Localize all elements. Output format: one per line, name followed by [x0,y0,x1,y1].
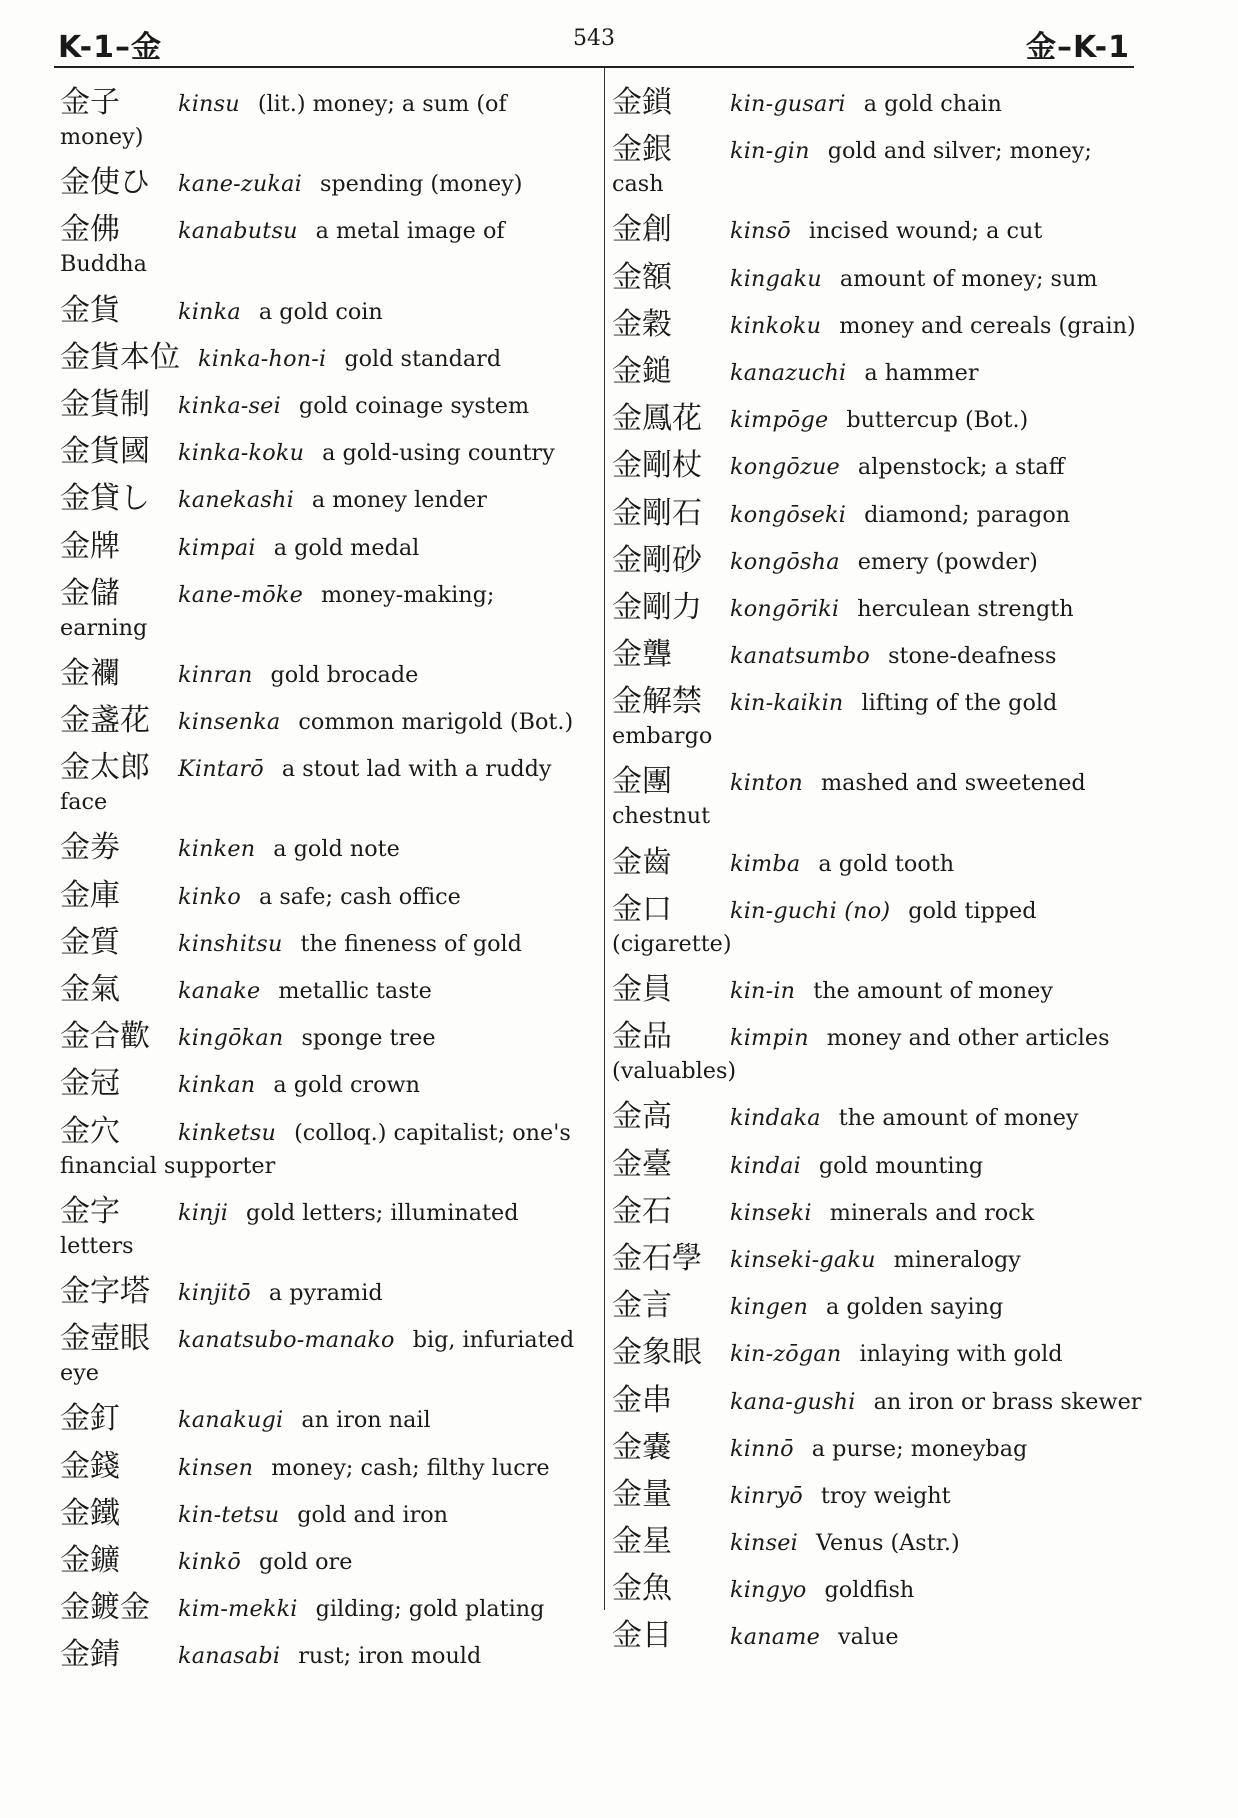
dictionary-entry [60,973,586,1008]
entry-headword: 金貨制 [60,386,150,422]
entry-gloss: a gold coin [258,298,383,325]
entry-romaji: kinka-hon-i [198,345,327,372]
entry-headword: 金高 [612,1099,672,1135]
entry-romaji: kinseki [730,1199,812,1226]
entry-headword: 金員 [612,972,672,1007]
dictionary-entry [612,402,1142,437]
entry-romaji: kongōzue [730,454,840,481]
entry-headword: 金貨國 [60,434,150,470]
entry-headword: 金剛杖 [612,448,702,484]
entry-romaji: kimpin [730,1025,809,1052]
entry-gloss: gold tipped (cigarette) [612,897,1037,957]
entry-headword: 金銀 [612,132,672,168]
entry-headword: 金冠 [60,1066,120,1102]
entry-headword: 金劵 [60,830,120,866]
entry-gloss: money-making; earning [60,581,495,641]
entry-headword: 金太郎 [60,750,150,786]
entry-romaji: kinryō [730,1482,803,1509]
dictionary-entry [612,685,1142,753]
entry-headword: 金穀 [612,306,672,342]
left-column [60,86,586,1685]
entry-romaji: kinsu [178,91,240,117]
entry-romaji: kinsen [178,1454,254,1481]
right-column [612,86,1142,1667]
entry-romaji: kanake [178,978,261,1004]
entry-romaji: kinkan [178,1072,256,1099]
entry-headword: 金石學 [612,1240,702,1276]
entry-romaji: kingaku [730,265,822,292]
entry-headword: 金儲 [60,575,120,611]
dictionary-entry [612,973,1142,1008]
entry-romaji: kindaka [730,1105,821,1132]
entry-romaji: kanatsumbo [730,643,871,670]
dictionary-entry [60,435,586,470]
entry-romaji: kingōkan [178,1025,284,1052]
entry-romaji: kinketsu [178,1119,277,1146]
entry-gloss: diamond; paragon [864,501,1071,528]
dictionary-entry [612,1525,1142,1560]
entry-romaji: kinnō [730,1435,794,1462]
entry-romaji: kinshitsu [178,930,283,957]
entry-romaji: kanatsubo-manako [178,1327,395,1354]
entry-gloss: gilding; gold plating [315,1596,545,1623]
entry-gloss: a metal image of Buddha [60,218,505,278]
entry-headword: 金子 [60,85,120,120]
entry-gloss: common marigold (Bot.) [298,709,574,736]
entry-headword: 金剛力 [612,589,702,625]
entry-headword: 金額 [612,259,672,295]
dictionary-entry [60,86,586,154]
entry-headword: 金量 [612,1476,672,1512]
entry-romaji: kim-mekki [178,1596,298,1623]
entry-headword: 金氣 [60,972,120,1007]
entry-romaji: kindai [730,1152,801,1179]
entry-romaji: kingyo [730,1577,807,1604]
dictionary-entry [60,1497,586,1532]
dictionary-entry [60,1450,586,1485]
dictionary-entry [612,86,1142,121]
entry-romaji: kinsō [730,218,791,245]
dictionary-entry [612,1572,1142,1607]
entry-headword: 金鐵 [60,1495,120,1531]
dictionary-entry [60,166,586,201]
entry-gloss: emery (powder) [857,548,1038,575]
entry-gloss: an iron or brass skewer [873,1388,1142,1415]
entry-headword: 金庫 [60,877,120,913]
header-rule [54,66,1134,68]
dictionary-entry [612,765,1142,833]
entry-gloss: alpenstock; a staff [857,454,1065,481]
entry-gloss: a gold note [273,836,400,863]
entry-romaji: kane-zukai [178,171,302,198]
dictionary-entry [612,893,1142,961]
entry-headword: 金錆 [60,1637,120,1673]
dictionary-entry [612,1431,1142,1466]
entry-romaji: kana-gushi [730,1388,856,1415]
entry-gloss: a safe; cash office [258,883,461,910]
entry-romaji: kinji [178,1199,229,1226]
dictionary-entry [612,497,1142,532]
entry-romaji: kingen [730,1294,809,1321]
dictionary-entry [60,530,586,565]
entry-gloss: minerals and rock [829,1199,1035,1226]
entry-headword: 金臺 [612,1146,672,1182]
entry-headword: 金貸し [60,481,150,517]
entry-gloss: value [838,1624,899,1651]
entry-romaji: kinko [178,883,241,910]
entry-gloss: the fineness of gold [300,930,522,957]
entry-headword: 金鎚 [612,353,672,389]
entry-gloss: gold coinage system [298,392,530,419]
entry-romaji: kin-tetsu [178,1501,280,1528]
entry-romaji: kin-gin [730,138,810,165]
entry-headword: 金佛 [60,212,120,248]
entry-gloss: the amount of money [813,978,1053,1004]
entry-romaji: kinka-sei [178,392,281,419]
entry-headword: 金貨本位 [60,339,180,375]
entry-romaji: kinton [730,770,803,797]
entry-headword: 金盞花 [60,703,150,739]
dictionary-entry [60,1195,586,1263]
dictionary-entry [612,1336,1142,1371]
entry-gloss: big, infuriated eye [60,1327,575,1387]
dictionary-entry [60,341,586,376]
dictionary-entry [60,1020,586,1055]
dictionary-entry [612,133,1142,201]
entry-headword: 金穴 [60,1113,120,1149]
entry-headword: 金字塔 [60,1273,150,1309]
entry-gloss: troy weight [820,1482,951,1509]
entry-gloss: a pyramid [268,1279,383,1306]
dictionary-entry [612,1478,1142,1513]
entry-romaji: kin-in [730,978,796,1004]
entry-gloss: a stout lad with a ruddy face [60,756,552,816]
entry-headword: 金口 [612,891,672,927]
entry-headword: 金言 [612,1288,672,1324]
dictionary-entry [60,482,586,517]
entry-romaji: kin-guchi (no) [730,897,891,924]
entry-gloss: gold standard [344,345,502,372]
dictionary-entry [60,879,586,914]
entry-romaji: kin-kaikin [730,690,844,717]
entry-headword: 金聾 [612,637,672,673]
entry-romaji: kongōseki [730,501,847,528]
entry-gloss: a golden saying [826,1294,1004,1321]
entry-gloss: the amount of money [838,1105,1079,1132]
entry-headword: 金鎖 [612,85,672,120]
entry-gloss: rust; iron mould [298,1643,482,1670]
entry-gloss: Venus (Astr.) [815,1530,960,1557]
entry-headword: 金剛石 [612,495,702,531]
dictionary-entry [612,544,1142,579]
entry-gloss: gold and silver; money; cash [612,138,1092,198]
entry-headword: 金壺眼 [60,1321,150,1357]
dictionary-entry [612,638,1142,673]
entry-gloss: money and cereals (grain) [839,312,1136,339]
entry-gloss: metallic taste [278,978,432,1004]
header-right-guide: 金–K-1 [1026,30,1130,65]
entry-headword: 金魚 [612,1571,672,1607]
dictionary-entry [612,1384,1142,1419]
dictionary-entry [612,591,1142,626]
entry-gloss: stone-deafness [888,643,1057,670]
entry-romaji: kimba [730,850,801,877]
dictionary-entry [60,657,586,692]
entry-headword: 金貨 [60,292,120,328]
dictionary-entry [60,213,586,281]
entry-romaji: kanakugi [178,1407,284,1434]
entry-gloss: a gold-using country [322,440,555,467]
entry-romaji: Kintarō [178,756,264,783]
entry-headword: 金解禁 [612,684,702,720]
entry-romaji: kinjitō [178,1279,251,1306]
entry-headword: 金品 [612,1019,672,1055]
dictionary-entry [60,831,586,866]
dictionary-entry [612,261,1142,296]
entry-romaji: kanekashi [178,487,294,514]
entry-gloss: (colloq.) capitalist; one's financial supporter [60,1119,571,1179]
entry-headword: 金串 [612,1382,672,1418]
entry-gloss: a purse; moneybag [811,1435,1028,1462]
entry-headword: 金襴 [60,655,120,691]
entry-romaji: kinran [178,661,253,688]
entry-gloss: money and other articles (valuables) [612,1025,1110,1085]
entry-headword: 金鑛 [60,1542,120,1578]
entry-gloss: money; cash; filthy lucre [271,1454,550,1481]
entry-romaji: kinseki-gaku [730,1246,876,1273]
dictionary-entry [612,308,1142,343]
entry-gloss: an iron nail [301,1407,431,1434]
entry-gloss: amount of money; sum [839,265,1098,292]
entry-headword: 金牌 [60,528,120,564]
dictionary-entry [60,1544,586,1579]
entry-gloss: (lit.) money; a sum (of money) [60,91,507,150]
entry-gloss: gold letters; illuminated letters [60,1199,519,1259]
entry-gloss: gold mounting [818,1152,984,1179]
page-number: 543 [573,26,615,51]
entry-gloss: buttercup (Bot.) [846,407,1029,434]
entry-gloss: a money lender [311,487,487,514]
entry-headword: 金質 [60,924,120,960]
page-header [58,18,1130,65]
entry-romaji: kanabutsu [178,218,298,245]
entry-romaji: kin-zōgan [730,1341,842,1368]
dictionary-entry [60,1638,586,1673]
dictionary-entry [612,846,1142,881]
entry-gloss: sponge tree [301,1025,436,1052]
entry-romaji: kane-mōke [178,581,303,608]
entry-headword: 金創 [612,212,672,248]
entry-gloss: incised wound; a cut [808,218,1043,245]
entry-headword: 金象眼 [612,1335,702,1371]
entry-romaji: kinka-koku [178,440,305,467]
dictionary-entry [60,751,586,819]
entry-gloss: inlaying with gold [859,1341,1063,1368]
dictionary-entry [60,1115,586,1183]
entry-headword: 金星 [612,1524,672,1560]
entry-romaji: kinkoku [730,312,822,339]
entry-headword: 金齒 [612,844,672,880]
entry-romaji: kinsenka [178,709,281,736]
dictionary-entry [60,704,586,739]
entry-gloss: spending (money) [319,171,523,198]
dictionary-entry [612,1148,1142,1183]
entry-romaji: kinken [178,836,256,863]
entry-gloss: lifting of the gold embargo [612,690,1058,750]
entry-gloss: gold ore [258,1548,353,1575]
entry-headword: 金字 [60,1193,120,1229]
entry-headword: 金團 [612,764,672,800]
dictionary-entry [60,1322,586,1390]
dictionary-entry [612,449,1142,484]
column-divider [604,68,605,1610]
entry-gloss: gold and iron [297,1501,449,1528]
dictionary-entry [612,1619,1142,1654]
dictionary-entry [612,1195,1142,1230]
dictionary-entry [60,294,586,329]
entry-headword: 金合歡 [60,1019,150,1055]
entry-romaji: kin-gusari [730,91,846,117]
entry-gloss: gold brocade [270,661,419,688]
entry-headword: 金釘 [60,1401,120,1437]
entry-headword: 金鳳花 [612,401,702,437]
entry-romaji: kinsei [730,1530,798,1557]
dictionary-entry [60,1402,586,1437]
entry-romaji: kongōriki [730,595,840,622]
entry-romaji: kimpōge [730,407,829,434]
dictionary-entry [612,213,1142,248]
entry-headword: 金鍍金 [60,1590,150,1626]
entry-romaji: kimpai [178,534,256,561]
entry-headword: 金嚢 [612,1429,672,1465]
entry-gloss: a gold crown [273,1072,420,1099]
entry-gloss: mashed and sweetened chestnut [612,770,1086,830]
entry-headword: 金使ひ [60,165,150,201]
entry-romaji: kanasabi [178,1643,281,1670]
entry-headword: 金錢 [60,1448,120,1484]
dictionary-entry [612,1242,1142,1277]
dictionary-entry [60,577,586,645]
entry-gloss: herculean strength [857,595,1074,622]
dictionary-entry [612,355,1142,390]
entry-headword: 金剛砂 [612,542,702,578]
header-left-guide: K-1–金 [58,30,162,65]
dictionary-entry [612,1289,1142,1324]
entry-headword: 金目 [612,1618,672,1654]
dictionary-entry [60,388,586,423]
entry-gloss: a hammer [864,359,979,386]
entry-romaji: kanazuchi [730,359,847,386]
entry-gloss: a gold chain [863,91,1002,117]
entry-gloss: a gold tooth [818,850,955,877]
entry-gloss: goldfish [824,1577,915,1604]
dictionary-entry [60,1591,586,1626]
dictionary-entry [612,1020,1142,1088]
entry-romaji: kinkō [178,1548,241,1575]
entry-romaji: kaname [730,1624,820,1651]
dictionary-entry [612,1100,1142,1135]
entry-romaji: kinka [178,298,241,325]
entry-gloss: a gold medal [273,534,420,561]
dictionary-entry [60,1275,586,1310]
dictionary-entry [60,1067,586,1102]
dictionary-entry [60,926,586,961]
entry-gloss: mineralogy [893,1246,1021,1273]
entry-romaji: kongōsha [730,548,840,575]
entry-headword: 金石 [612,1193,672,1229]
